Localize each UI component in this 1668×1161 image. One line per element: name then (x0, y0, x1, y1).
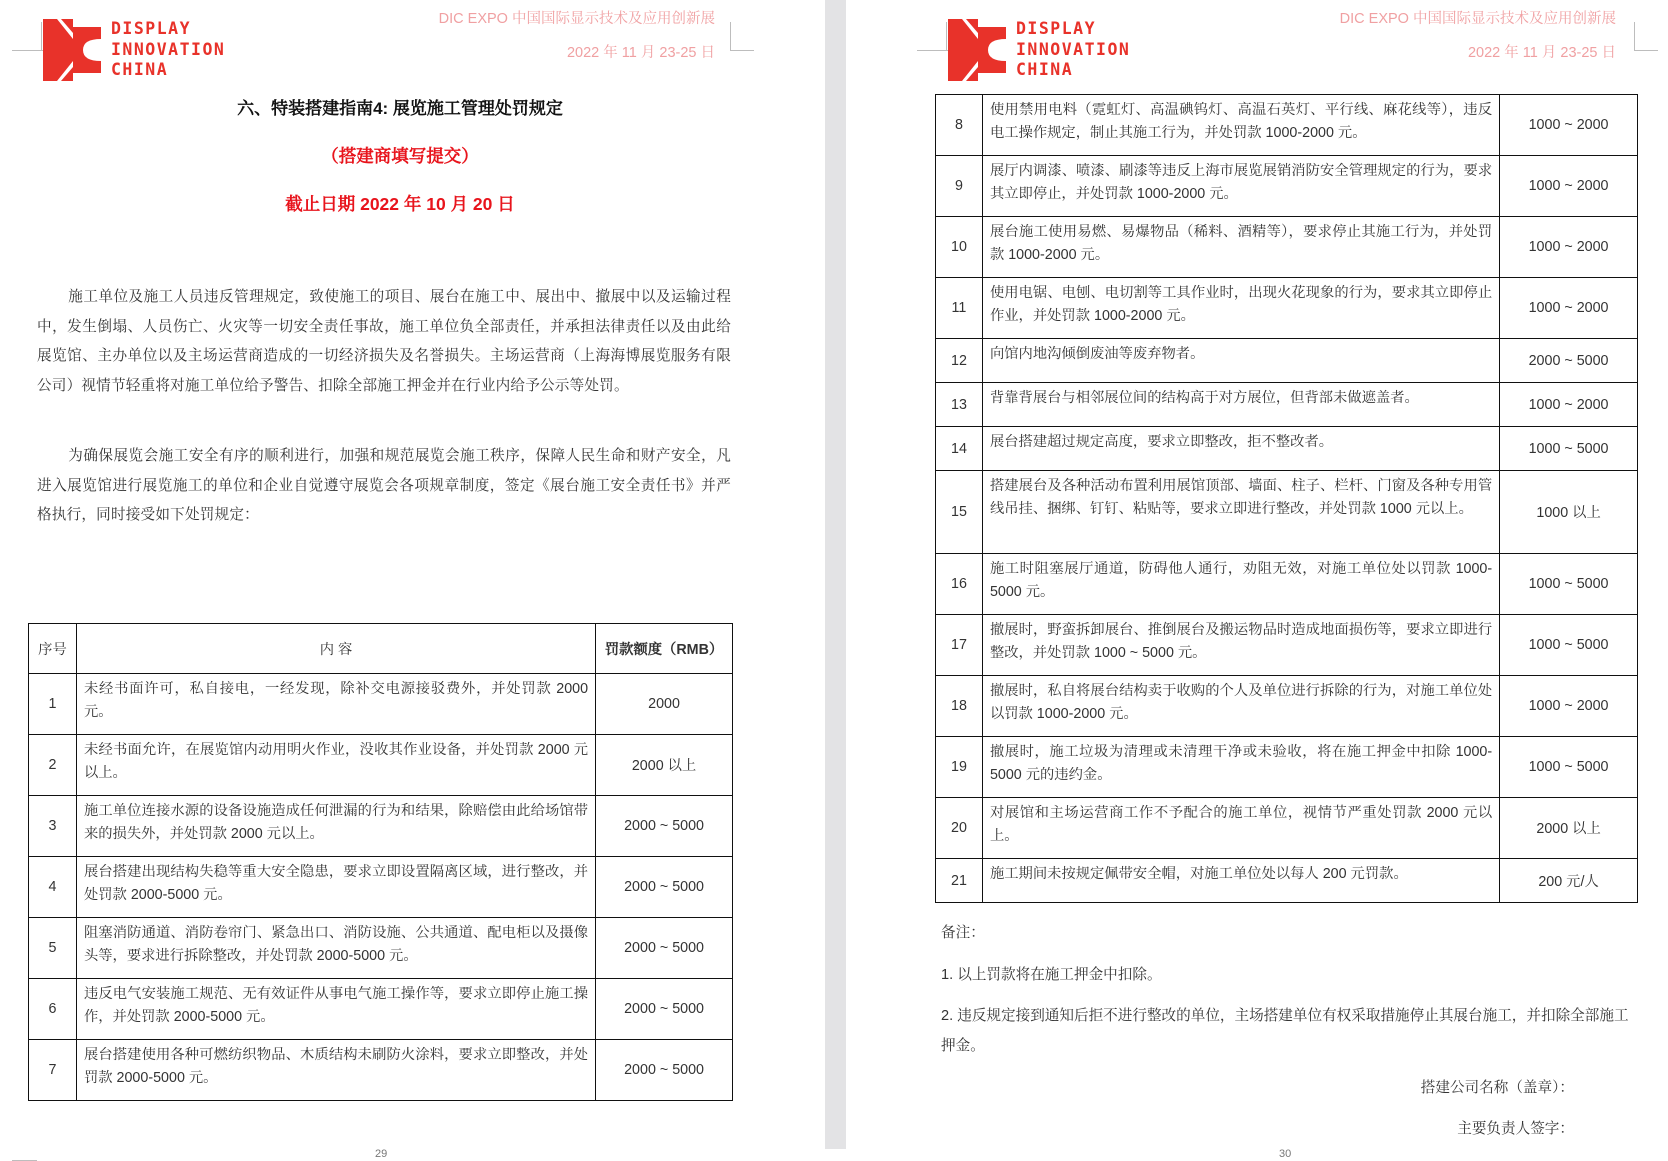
page-subtitle: （搭建商填写提交） (321, 146, 479, 166)
note-1: 1. 以上罚款将在施工押金中扣除。 (941, 967, 1162, 983)
header-no: 序号 (29, 624, 77, 674)
logo-line-3: CHINA (1016, 60, 1074, 80)
table-row: 10 展台施工使用易燃、易爆物品（稀料、酒精等），要求停止其施工行为，并处罚款 1000-2000 元。 1000 ~ 2000 (936, 217, 1638, 278)
table-row: 3 施工单位连接水源的设备设施造成任何泄漏的行为和结果，除赔偿由此给场馆带来的损失外，并处罚款 2000 元以上。 2000 ~ 5000 (29, 796, 733, 857)
sign-person-label: 主要负责人签字： (1457, 1121, 1574, 1137)
crop-mark (41, 22, 42, 51)
table-row: 6 违反电气安装施工规范、无有效证件从事电气施工操作等，要求立即停止施工操作，并处罚款 2000-5000 元。 2000 ~ 5000 (29, 979, 733, 1040)
table-row: 11 使用电锯、电刨、电切割等工具作业时，出现火花现象的行为，要求其立即停止作业，并处罚款 1000-2000 元。 1000 ~ 2000 (936, 278, 1638, 339)
table-row: 1 未经书面许可，私自接电，一经发现，除补交电源接驳费外，并处罚款 2000 元。 2000 (29, 674, 733, 735)
crop-mark (946, 22, 947, 51)
header-content: 内 容 (76, 624, 595, 674)
dic-logo (948, 19, 1130, 81)
expo-name: DIC EXPO 中国国际显示技术及应用创新展 (438, 11, 715, 27)
table-row: 12 向馆内地沟倾倒废油等废弃物者。 2000 ~ 5000 (936, 339, 1638, 383)
table-row: 16 施工时阻塞展厅通道，防碍他人通行，劝阻无效，对施工单位处以罚款 1000-5000 元。 1000 ~ 5000 (936, 554, 1638, 615)
table-row: 15 搭建展台及各种活动布置利用展馆顶部、墙面、柱子、栏杆、门窗及各种专用管线吊挂、捆绑、钉钉、粘贴等，要求立即进行整改，并处罚款 1000 元以上。 1000 以上 (936, 471, 1638, 554)
logo-line-3: CHINA (111, 60, 169, 80)
header-amount: 罚款额度（RMB） (596, 624, 733, 674)
fines-table-part-2 (935, 94, 1638, 903)
page-29 (0, 0, 825, 1160)
dic-logo (43, 19, 225, 81)
logo-line-2: INNOVATION (111, 39, 226, 59)
fines-table-part-1 (28, 623, 733, 1101)
logo-line-2: INNOVATION (1016, 39, 1131, 59)
intro-paragraph-2: 为确保展览会施工安全有序的顺利进行，加强和规范展览会施工秩序，保障人民生命和财产安全，凡进入展览馆进行展览施工的单位和企业自觉遵守展览会各项规章制度，签定《展台施工安全责任书》并严格执行，同时接受如下处罚规定： (37, 448, 731, 523)
crop-mark (730, 22, 731, 51)
table-row: 2 未经书面允许，在展览馆内动用明火作业，没收其作业设备，并处罚款 2000 元以上。 2000 以上 (29, 735, 733, 796)
table-row: 9 展厅内调漆、喷漆、刷漆等违反上海市展览展销消防安全管理规定的行为，要求其立即停止，并处罚款 1000-2000 元。 1000 ~ 2000 (936, 156, 1638, 217)
table-row: 18 撤展时，私自将展台结构卖于收购的个人及单位进行拆除的行为，对施工单位处以罚款 1000-2000 元。 1000 ~ 2000 (936, 676, 1638, 737)
crop-mark (1634, 50, 1658, 51)
table-row: 5 阻塞消防通道、消防卷帘门、紧急出口、消防设施、公共通道、配电柜以及摄像头等，要求进行拆除整改，并处罚款 2000-5000 元。 2000 ~ 5000 (29, 918, 733, 979)
intro-paragraph-1: 施工单位及施工人员违反管理规定，致使施工的项目、展台在施工中、展出中、撤展中以及运输过程中，发生倒塌、人员伤亡、火灾等一切安全责任事故，施工单位负全部责任，并承担法律责任以及由此给展览馆、主办单位以及主场运营商造成的一切经济损失及名誉损失。主场运营商（上海海博展览服务有限公司）视情节轻重将对施工单位给予警告、扣除全部施工押金并在行业内给予公示等处罚。 (37, 289, 731, 394)
page-title: 六、特装搭建指南4: 展览施工管理处罚规定 (237, 99, 563, 118)
crop-mark (1634, 22, 1635, 51)
crop-mark (730, 50, 754, 51)
dic-logo-icon (43, 19, 101, 81)
page-number: 29 (375, 1148, 388, 1160)
note-2: 2. 违反规定接到通知后拒不进行整改的单位，主场搭建单位有权采取措施停止其展台施工，并扣除全部施工押金。 (941, 1008, 1629, 1054)
table-row: 13 背靠背展台与相邻展位间的结构高于对方展位，但背部未做遮盖者。 1000 ~ 2000 (936, 383, 1638, 427)
expo-dates: 2022 年 11 月 23-25 日 (1467, 45, 1616, 61)
page-number: 30 (1279, 1148, 1292, 1160)
deadline-text: 截止日期 2022 年 10 月 20 日 (285, 194, 515, 214)
table-row: 20 对展馆和主场运营商工作不予配合的施工单位，视情节严重处罚款 2000 元以上。 2000 以上 (936, 798, 1638, 859)
table-row: 19 撤展时，施工垃圾为清理或未清理干净或未验收，将在施工押金中扣除 1000-5000 元的违约金。 1000 ~ 5000 (936, 737, 1638, 798)
logo-line-1: DISPLAY (1016, 19, 1097, 39)
logo-line-1: DISPLAY (111, 19, 192, 39)
table-row: 7 展台搭建使用各种可燃纺织物品、木质结构未刷防火涂料，要求立即整改，并处罚款 2000-5000 元。 2000 ~ 5000 (29, 1040, 733, 1101)
page-30 (846, 0, 1668, 1160)
page-gutter (825, 0, 846, 1149)
table-row: 21 施工期间未按规定佩带安全帽，对施工单位处以每人 200 元罚款。 200 元/人 (936, 859, 1638, 903)
sign-company-label: 搭建公司名称（盖章）： (1420, 1080, 1574, 1096)
expo-dates: 2022 年 11 月 23-25 日 (566, 45, 715, 61)
expo-name: DIC EXPO 中国国际显示技术及应用创新展 (1339, 11, 1616, 27)
table-row: 14 展台搭建超过规定高度，要求立即整改，拒不整改者。 1000 ~ 5000 (936, 427, 1638, 471)
table-row: 8 使用禁用电料（霓虹灯、高温碘钨灯、高温石英灯、平行线、麻花线等），违反电工操作规定，制止其施工行为，并处罚款 1000-2000 元。 1000 ~ 2000 (936, 95, 1638, 156)
table-row: 4 展台搭建出现结构失稳等重大安全隐患，要求立即设置隔离区域，进行整改，并处罚款 2000-5000 元。 2000 ~ 5000 (29, 857, 733, 918)
table-row: 17 撤展时，野蛮拆卸展台、推倒展台及搬运物品时造成地面损伤等，要求立即进行整改，并处罚款 1000 ~ 5000 元。 1000 ~ 5000 (936, 615, 1638, 676)
dic-logo-icon (948, 19, 1006, 81)
notes-label: 备注： (941, 925, 985, 941)
